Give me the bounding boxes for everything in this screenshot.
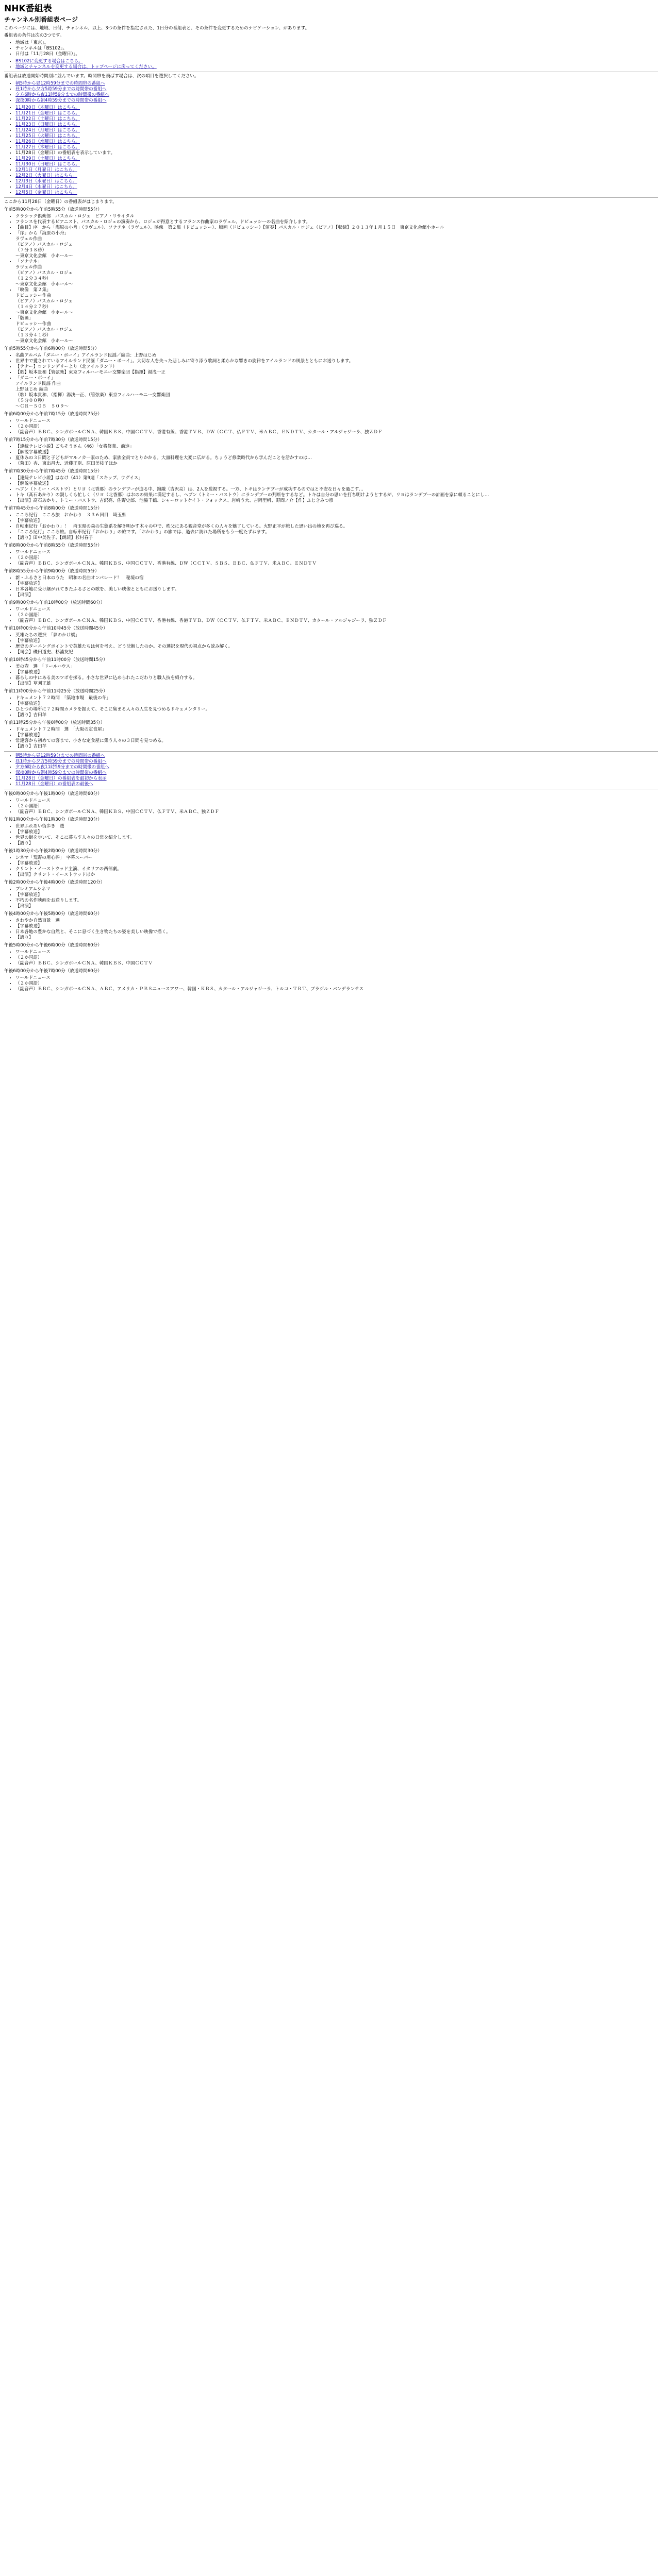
program-detail-item: • 【出演】: [15, 592, 658, 598]
program-detail-item: • 【字幕放送】: [15, 892, 658, 898]
program-block: [4, 657, 658, 687]
program-block: [4, 817, 658, 846]
program-time: 午前11時25分から午後0時00分（放送時間35分）: [4, 720, 105, 725]
program-detail-item: • 【連続テレビ小説】はなけ（41）第9週「スキップ、ウグイス」: [15, 476, 658, 481]
conditions-lead: 番組表の条件は次の3つです。: [4, 33, 64, 38]
program-detail-item: • 世界の街を歩いて、そこに暮らす人々の日常を紹介します。: [15, 835, 658, 841]
current-date-label: 11月28日（金曜日）の番組表を表示しています。: [15, 150, 115, 156]
program-details: [4, 696, 658, 718]
nav-link[interactable]: 11月29日（土曜日）はこちら。: [15, 156, 80, 161]
program-detail-item: • 「ダニー・ボーイ」 アイルランド民謡 作曲 上野はじめ 編曲 （歌）坂本貴和、（指揮）湯浅一正、（管弦楽）東京フィルハーモニー交響楽団 （５分００秒） ～ＣＲ－５０５ ５０９～: [15, 376, 658, 410]
program-block: [4, 469, 658, 504]
program-details: [4, 513, 658, 541]
program-detail-item: • ドキュメント７２時間 「築地市場 最後の冬」: [15, 696, 658, 701]
program-time: 午前10時00分から午前10時45分（放送時間45分）: [4, 626, 108, 631]
intro-text: このページには、地域、日付、チャンネル、以上、3つの条件を指定された、1日分の番組表と、その条件を変更するためのナビゲーション、があります。: [4, 26, 310, 31]
program-detail-item: • 「版画」 ドビュッシー作曲 （ピアノ）パスカル・ロジェ （１３分４１秒） ～東京文化会館 小ホール～: [15, 316, 658, 344]
program-detail-item: • （副音声）ＢＢＣ、シンガポールＣＮＡ、韓国ＫＢＳ、中国ＣＣＴＶ、香港有線、香港ＴＶＢ、ＤＷ（ＣＣＴ、仏ＦＴＶ、米ＡＢＣ、ＥＮＤＴＶ、カタール・アルジャジーラ、独ＺＤＦ: [15, 430, 658, 435]
program-detail-item: • 新・ふるさと日本のうた 昭和の名曲オンパレード！ 秘境の宿: [15, 575, 658, 581]
program-details: [4, 633, 658, 655]
program-detail-item: • （副音声）ＢＢＣ、シンガポールＣＮＡ、韓国ＫＢＳ、中国ＣＣＴＶ、香港有線、香港ＴＶＢ、ＤＷ（ＣＣＴＶ、仏ＦＴＶ、米ＡＢＣ、ＥＮＤＴＶ、カタール・アルジャジーラ、独ＺＤＦ: [15, 618, 658, 624]
program-detail-item: • （２か国語）: [15, 804, 658, 809]
program-detail-item: • ワールドニュース: [15, 418, 658, 424]
program-details: [4, 824, 658, 846]
program-detail-item: • ワールドニュース: [15, 798, 658, 804]
program-detail-item: • 世界ふれあい街歩き 選: [15, 824, 658, 829]
program-time: 午後4時00分から午後5時00分（放送時間60分）: [4, 911, 102, 917]
nav-link[interactable]: 朝5時から昼12時59分までの時間帯の番組へ: [15, 81, 105, 86]
nav-item: [15, 753, 658, 759]
nav-link[interactable]: 昼1時から夕方5時59分までの時間帯の番組へ: [15, 87, 107, 92]
program-detail-item: • （副音声）ＢＢＣ、シンガポールＣＮＡ、韓国ＫＢＳ、中国ＣＣＴＶ、仏ＦＴＶ、米ＡＢＣ、独ＺＤＦ: [15, 809, 658, 815]
nav-item: [15, 122, 658, 128]
program-detail-item: • （２か国語）: [15, 955, 658, 961]
program-detail-item: • ひとつの場所に７２時間カメラを据えて、そこに集まる人々の人生を見つめるドキュメンタリー。: [15, 707, 658, 713]
change-links: [4, 59, 658, 70]
program-time: 午後5時00分から午後6時00分（放送時間60分）: [4, 943, 102, 948]
program-time: 午後1時30分から午後2時00分（放送時間30分）: [4, 849, 102, 854]
program-detail-item: • 英雄たちの選択 「夢のかけ橋」: [15, 633, 658, 638]
program-block: [4, 791, 658, 815]
program-detail-item: • 不朽の名作映画をお送りします。: [15, 898, 658, 904]
program-details: [4, 664, 658, 687]
time-nav-mid: [4, 753, 658, 787]
program-detail-item: • 【字幕放送】: [15, 861, 658, 867]
program-details: [4, 575, 658, 598]
nav-link[interactable]: 深夜0時から朝4時59分までの時間帯の番組へ: [15, 770, 107, 775]
nav-item: [15, 782, 658, 787]
program-details: [4, 950, 658, 967]
program-details: [4, 727, 658, 750]
program-detail-item: • クラシック倶楽部 バスカル・ロジェ ピアノ・リサイタル: [15, 214, 658, 219]
program-detail-item: • 「ソナチネ」 ラヴェル作曲 （ピアノ）パスカル・ロジェ （１２分３４秒） ～東京文化会館 小ホール～: [15, 259, 658, 287]
nav-item: [15, 111, 658, 116]
condition-item: • 日付は「11月28日（金曜日）」。: [15, 52, 658, 57]
nav-item: [15, 770, 658, 776]
nav-item: [15, 98, 658, 104]
program-details: [4, 444, 658, 467]
program-block: [4, 412, 658, 435]
program-detail-item: • （２か国語）: [15, 555, 658, 561]
program-block: [4, 880, 658, 909]
program-detail-item: • ワールドニュース: [15, 950, 658, 955]
program-time: 午前7時15分から午前7時30分（放送時間15分）: [4, 437, 102, 443]
nav-item: [15, 173, 658, 179]
program-detail-item: • 【字幕放送】: [15, 638, 658, 644]
nav-item: [15, 184, 658, 190]
time-lead: 番組表は放送開始時間別に並んでいます。時間帯を飛ばす場合は、次の項目を選択してください。: [4, 74, 199, 79]
program-detail-item: • （２か国語）: [15, 981, 658, 987]
program-detail-item: • ヘブン（トミー・バストウ）とリヨ（北香那）のランデブーが迫る中、錦織（吉沢亮）は、2人を監視する。一方、トキはランデブーが成功するのではと不安な日々を過ごす…: [15, 487, 658, 493]
program-detail-item: • 「序」から「海原の小舟」 ラヴェル作曲 （ピアノ）パスカル・ロジェ （７分３８秒） ～東京文化会館 小ホール～: [15, 231, 658, 259]
nav-link[interactable]: 12月4日（木曜日）はこちら。: [15, 184, 77, 190]
program-block: [4, 720, 658, 750]
program-block: [4, 849, 658, 878]
program-detail-item: • 【語り】田中美佐子、【朗読】杉村春子: [15, 535, 658, 541]
nav-item: [15, 162, 658, 167]
nav-item: [15, 765, 658, 770]
program-time: 午前8時55分から午前9時00分（放送時間5分）: [4, 569, 100, 574]
nav-link[interactable]: 12月2日（火曜日）はこちら。: [15, 173, 77, 178]
program-time: 午前7時30分から午前7時45分（放送時間15分）: [4, 469, 102, 474]
program-detail-item: • 【テナー】ロンドンデリーより（北アイルランド）: [15, 364, 658, 370]
program-block: [4, 207, 658, 344]
nav-item: [15, 156, 658, 162]
program-detail-item: • フランスを代表するピアニスト、パスカル・ロジェの演奏から、ロジェが得意とするフランス作曲家のラヴェル、ドビュッシーの名曲を紹介します。: [15, 219, 658, 225]
program-time: 午前8時00分から午前8時55分（放送時間55分）: [4, 543, 102, 548]
conditions-list: [4, 40, 658, 57]
program-detail-item: • ワールドニュース: [15, 607, 658, 613]
program-detail-item: • プレミアムシネマ: [15, 887, 658, 892]
program-detail-item: • （２か国語）: [15, 613, 658, 618]
program-detail-item: • 【歌】坂本貴和【管弦楽】東京フィルハーモニー交響楽団【指揮】湯浅一正: [15, 370, 658, 376]
program-detail-item: • 【字幕放送】: [15, 670, 658, 675]
program-list-morning: [4, 207, 658, 750]
program-block: [4, 911, 658, 941]
program-detail-item: • 【字幕放送】: [15, 581, 658, 587]
program-detail-item: • 【字幕放送】: [15, 829, 658, 835]
nav-item: [15, 92, 658, 98]
nav-link[interactable]: 夕方6時から夜11時59分までの時間帯の番組へ: [15, 765, 110, 770]
program-detail-item: • こころ紀行 こころ旅 おかわり ３３６回目 埼玉県: [15, 513, 658, 518]
program-time: 午前5時55分から午前6時00分（放送時間5分）: [4, 346, 100, 351]
page-title: NHK番組表: [4, 4, 52, 14]
program-time: 午前7時45分から午前8時00分（放送時間15分）: [4, 506, 102, 511]
program-detail-item: • 【出演】草刈正雄: [15, 681, 658, 687]
schedule-lead: ここから11月28日（金曜日）の番組表がはじまります。: [4, 199, 117, 205]
program-detail-item: • （菊田）杏、東出昌大、近藤正臣、原田美枝子ほか: [15, 461, 658, 467]
nav-item: [15, 128, 658, 133]
program-block: [4, 569, 658, 598]
date-nav: [4, 105, 658, 196]
nav-link[interactable]: 11月22日（土曜日）はこちら。: [15, 116, 80, 122]
program-detail-item: • 「映像 第２集」 ドビュッシー作曲 （ピアノ）パスカル・ロジェ （１４分２７秒） ～東京文化会館 小ホール～: [15, 287, 658, 316]
program-detail-item: • （２か国語）: [15, 424, 658, 430]
program-detail-item: • 名曲アルバム「ダニー・ボーイ」アイルランド民謡／編曲：上野はじめ: [15, 353, 658, 359]
program-detail-item: • 「こころ紀行」こころ旅。自転車紀行「おかわり」の旅です。「おかわり」の旅では、過去に訪れた場所をもう一度たずねます。: [15, 530, 658, 535]
program-detail-item: • シネマ「荒野の用心棒」 字幕スーパー: [15, 855, 658, 861]
nav-link[interactable]: 11月28日（金曜日）の番組表を最初から表示: [15, 776, 107, 781]
nav-link[interactable]: 11月20日（木曜日）はこちら。: [15, 105, 80, 110]
program-block: [4, 543, 658, 567]
nav-item: [15, 145, 658, 150]
program-details: [4, 975, 658, 992]
condition-item: • 地域は「東京」。: [15, 40, 658, 46]
nav-item: [15, 81, 658, 87]
nav-link[interactable]: 11月26日（水曜日）はこちら。: [15, 139, 80, 144]
program-block: [4, 969, 658, 992]
nav-link[interactable]: 12月5日（金曜日）はこちら。: [15, 190, 77, 195]
program-details: [4, 214, 658, 344]
program-detail-item: • 【語り】: [15, 841, 658, 846]
program-time: 午後0時00分から午後1時00分（放送時間60分）: [4, 791, 102, 796]
program-detail-item: • 【曲目】序 から「海原の小舟」（ラヴェル）、ソナチネ（ラヴェル）、映像 第２集（ドビュッシー）、版画（ドビュッシー）【演奏】パスカル・ロジェ（ピアノ）【収録】２０１３年１月１５日 東京文化会館小ホール: [15, 225, 658, 231]
nav-item: [15, 116, 658, 122]
program-block: [4, 689, 658, 718]
program-block: [4, 506, 658, 541]
program-detail-item: • 【語り】吉田羊: [15, 744, 658, 750]
program-detail-item: • 日本各地に受け継がれてきたふるさとの歌を、美しい映像とともにお送りします。: [15, 587, 658, 592]
program-detail-item: • （副音声）ＢＢＣ、シンガポールＣＮＡ、韓国ＫＢＳ、中国ＣＣＴＶ: [15, 961, 658, 967]
program-detail-item: • （副音声）ＢＢＣ、シンガポールＣＮＡ、ＡＢＣ、アメリカ・ＰＢＳニュースアワー、韓国・ＫＢＳ、カタール・アルジャジーラ、トルコ・ＴＲＴ、ブラジル・バンデランテス: [15, 987, 658, 992]
nav-item: [15, 150, 658, 156]
program-time: 午前9時00分から午前10時00分（放送時間60分）: [4, 600, 105, 605]
program-detail-item: • 【字幕放送】: [15, 518, 658, 524]
program-time: 午前10時45分から午前11時00分（放送時間15分）: [4, 657, 108, 663]
program-block: [4, 346, 658, 410]
program-time: 午前11時00分から午前11時25分（放送時間25分）: [4, 689, 108, 694]
program-block: [4, 600, 658, 624]
program-detail-item: • 【司会】磯田道史、杉浦友紀: [15, 650, 658, 655]
program-detail-item: • 世界中で愛されているアイルランド民謡「ダニー・ボーイ」。大切な人を失った悲しみに寄り添う歌詞と柔らかな響きの旋律をアイルランドの風景とともにお送りします。: [15, 359, 658, 364]
program-detail-item: • さわやか自然百景 選: [15, 918, 658, 924]
nav-link[interactable]: 11月28日（金曜日）の番組表の最後へ: [15, 782, 93, 787]
page: [0, 0, 662, 996]
nav-link[interactable]: 朝5時から昼12時59分までの時間帯の番組へ: [15, 753, 105, 758]
program-time: 午後1時00分から午後1時30分（放送時間30分）: [4, 817, 102, 822]
program-details: [4, 353, 658, 410]
nav-item: [15, 87, 658, 92]
program-block: [4, 626, 658, 655]
page-subtitle: チャンネル別番組表ページ: [4, 16, 78, 23]
program-block: [4, 437, 658, 467]
nav-link[interactable]: 11月30日（日曜日）はこちら。: [15, 162, 80, 167]
nav-link[interactable]: 12月3日（水曜日）はこちら。: [15, 179, 77, 184]
program-details: [4, 855, 658, 878]
nav-link[interactable]: 11月21日（金曜日）はこちら。: [15, 111, 80, 116]
nav-link[interactable]: 11月27日（木曜日）はこちら。: [15, 145, 80, 150]
divider: [4, 197, 658, 198]
program-details: [4, 887, 658, 909]
program-time: 午後6時00分から午後7時00分（放送時間60分）: [4, 969, 102, 974]
nav-link[interactable]: 11月24日（月曜日）はこちら。: [15, 128, 80, 133]
nav-link[interactable]: 昼1時から夕方5時59分までの時間帯の番組へ: [15, 759, 107, 764]
back-to-top-link[interactable]: 地域とチャンネルを変更する場合は、トップページに戻ってください。: [15, 64, 157, 70]
nav-item: [15, 139, 658, 145]
divider: [4, 751, 658, 752]
program-detail-item: • ドキュメント７２時間 選 「大阪の定食屋」: [15, 727, 658, 733]
nav-link[interactable]: 11月23日（日曜日）はこちら。: [15, 122, 80, 127]
program-detail-item: • 【解説字幕放送】: [15, 481, 658, 487]
program-details: [4, 476, 658, 504]
time-nav-top: [4, 81, 658, 104]
nav-item: [15, 179, 658, 184]
nav-link[interactable]: 深夜0時から朝4時59分までの時間帯の番組へ: [15, 98, 107, 103]
program-detail-item: • 美の壺 選 「ドールハウス」: [15, 664, 658, 670]
nav-item: [15, 105, 658, 111]
program-detail-item: • 夏休みの３日間と子どもがマルノカ一家のため、家族全員でとりかかる。大皿料理を大変に広がる。ちょうど修業時代から学んだことを活かすのは…: [15, 455, 658, 461]
program-details: [4, 798, 658, 815]
program-detail-item: • 【語り】: [15, 935, 658, 941]
program-details: [4, 918, 658, 941]
program-block: [4, 943, 658, 967]
program-list-afternoon: [4, 791, 658, 992]
nav-item: [15, 776, 658, 782]
program-detail-item: • ワールドニュース: [15, 975, 658, 981]
program-detail-item: • 日本各地の豊かな自然と、そこに息づく生き物たちの姿を美しい映像で描く。: [15, 929, 658, 935]
program-detail-item: • 自転車紀行「おかわり」！ 埼玉県の森の生態系を解き明かす木々の中で、秩父にある観音堂が多くの人々を魅了している。火野正平が旅した思い出の地を再び巡る。: [15, 524, 658, 530]
program-detail-item: • 【解説字幕放送】: [15, 450, 658, 455]
program-detail-item: • トキ（髙石あかり）の親しくも忙しく（リヨ（北香那）はおのの結果に満足するし、ヘブン（トミー・バストウ）にランデブーの判断をするなど。トキは自分の思いを打ち明けようとするが、リヨはランデブーの計画を家に頼ることにし…: [15, 493, 658, 498]
program-detail-item: • 【出演】クリント・イーストウッドほか: [15, 872, 658, 878]
change-channel-link[interactable]: BS102に変更する場合はこちら。: [15, 59, 83, 64]
program-detail-item: • 【連続テレビ小説】ごちそうさん（46）「女将修業、前進」: [15, 444, 658, 450]
program-time: 午後2時00分から午後4時00分（放送時間120分）: [4, 880, 105, 885]
program-detail-item: • 【字幕放送】: [15, 701, 658, 707]
program-detail-item: • クリント・イーストウッド主演、イタリアの西部劇。: [15, 867, 658, 872]
program-detail-item: • 【出演】: [15, 904, 658, 909]
nav-link[interactable]: 11月25日（火曜日）はこちら。: [15, 133, 80, 139]
nav-item: [15, 190, 658, 196]
nav-link[interactable]: 12月1日（月曜日）はこちら。: [15, 167, 77, 173]
program-detail-item: • 【字幕放送】: [15, 924, 658, 929]
nav-link[interactable]: 夕方6時から夜11時59分までの時間帯の番組へ: [15, 92, 110, 97]
program-detail-item: • （副音声）ＢＢＣ、シンガポールＣＮＡ、韓国ＫＢＳ、中国ＣＣＴＶ、香港有線、ＤＷ（ＣＣＴＶ、ＳＢＳ、ＢＢＣ、仏ＦＴＶ、米ＡＢＣ、ＥＮＤＴＶ: [15, 561, 658, 567]
program-detail-item: • 暮らしの中にある美のツボを探る。小さな世界に込められたこだわりと職人技を紹介する。: [15, 675, 658, 681]
program-detail-item: • 【字幕放送】: [15, 733, 658, 738]
program-details: [4, 607, 658, 624]
program-details: [4, 550, 658, 567]
nav-item: [15, 133, 658, 139]
nav-item: [15, 167, 658, 173]
program-time: 午前5時00分から午前5時55分（放送時間55分）: [4, 207, 102, 212]
program-detail-item: • ワールドニュース: [15, 550, 658, 555]
program-time: 午前6時00分から午前7時15分（放送時間75分）: [4, 412, 102, 417]
nav-item: [15, 759, 658, 765]
program-details: [4, 418, 658, 435]
program-detail-item: • 【出演】髙石あかり、トミー・バストウ、吉沢亮、佐野史郎、池脇千鶴、シャーロットケイト・フォックス、岩崎う大、吉岡里帆、野間ノ介【作】ふじきみつ彦: [15, 498, 658, 504]
condition-item: • チャンネルは「BS102」。: [15, 46, 658, 52]
program-detail-item: • 【語り】吉田羊: [15, 713, 658, 718]
program-detail-item: • 歴史のターニングポイントで英雄たちは何を考え、どう決断したのか。その選択を現代の視点から読み解く。: [15, 644, 658, 650]
program-detail-item: • 常連客から初めての客まで、小さな定食屋に集う人々の３日間を見つめる。: [15, 738, 658, 744]
